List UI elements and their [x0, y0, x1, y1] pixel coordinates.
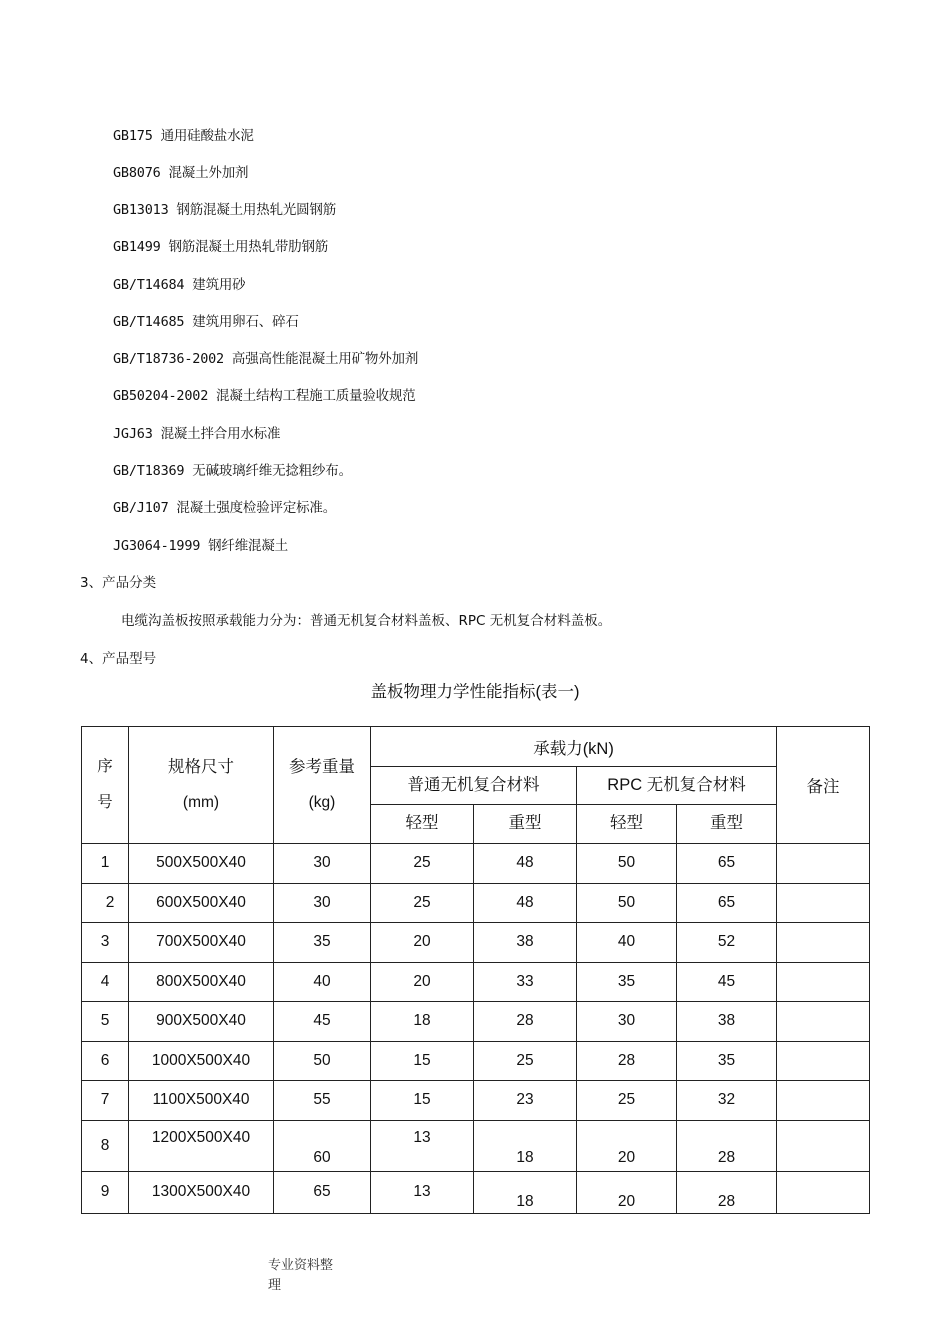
standard-item: GB50204-2002 混凝土结构工程施工质量验收规范	[113, 388, 416, 404]
cell-rpc-heavy: 38	[677, 1002, 777, 1042]
cell-index: 2	[82, 883, 129, 923]
cell-normal-heavy: 28	[474, 1002, 577, 1042]
cell-remark	[777, 1041, 870, 1081]
cell-normal-light: 13	[371, 1172, 474, 1214]
header-normal-light: 轻型	[371, 805, 474, 844]
table-row	[82, 844, 870, 884]
footer-note	[268, 1256, 333, 1296]
cell-rpc-heavy: 65	[677, 883, 777, 923]
footer-line1: 专业资料整	[268, 1258, 334, 1273]
cell-rpc-heavy: 28	[677, 1120, 777, 1172]
header-spec	[129, 727, 274, 844]
cell-weight: 55	[274, 1081, 371, 1121]
table-row	[82, 923, 870, 963]
cell-spec: 1000X500X40	[129, 1041, 274, 1081]
standard-item: GB175 通用硅酸盐水泥	[113, 128, 254, 144]
cell-remark	[777, 923, 870, 963]
header-weight	[274, 727, 371, 844]
table-row	[82, 1172, 870, 1214]
table-row	[82, 1041, 870, 1081]
table-row	[82, 962, 870, 1002]
standard-item: GB/T14684 建筑用砂	[113, 277, 246, 293]
header-rpc-material: RPC 无机复合材料	[577, 767, 777, 805]
cell-remark	[777, 883, 870, 923]
standard-item: JGJ63 混凝土拌合用水标准	[113, 426, 281, 442]
cell-rpc-light: 30	[577, 1002, 677, 1042]
header-normal-heavy: 重型	[474, 805, 577, 844]
cell-rpc-heavy: 28	[677, 1172, 777, 1214]
cell-remark	[777, 1081, 870, 1121]
cell-normal-light: 20	[371, 962, 474, 1002]
cell-index: 3	[82, 923, 129, 963]
section-3-text: 电缆沟盖板按照承载能力分为：普通无机复合材料盖板、RPC 无机复合材料盖板。	[121, 613, 612, 629]
cell-index: 4	[82, 962, 129, 1002]
cell-normal-heavy: 18	[474, 1120, 577, 1172]
cell-normal-light: 25	[371, 883, 474, 923]
cell-spec: 600X500X40	[129, 883, 274, 923]
table-row	[82, 1120, 870, 1172]
header-weight-line1: 参考重量	[289, 758, 355, 776]
cell-rpc-light: 35	[577, 962, 677, 1002]
cell-index: 8	[82, 1120, 129, 1172]
table-row	[82, 1081, 870, 1121]
standard-item: GB1499 钢筋混凝土用热轧带肋钢筋	[113, 239, 329, 255]
cell-weight: 50	[274, 1041, 371, 1081]
cell-rpc-heavy: 65	[677, 844, 777, 884]
cell-normal-heavy: 48	[474, 844, 577, 884]
cell-rpc-light: 28	[577, 1041, 677, 1081]
cell-spec: 1300X500X40	[129, 1172, 274, 1214]
header-spec-line1: 规格尺寸	[168, 758, 234, 776]
cell-spec: 1200X500X40	[129, 1120, 274, 1172]
cell-weight: 40	[274, 962, 371, 1002]
cell-rpc-heavy: 35	[677, 1041, 777, 1081]
cell-normal-heavy: 48	[474, 883, 577, 923]
standard-item: GB8076 混凝土外加剂	[113, 165, 249, 181]
cell-normal-heavy: 25	[474, 1041, 577, 1081]
header-capacity: 承载力(kN)	[371, 727, 777, 767]
section-4-title: 4、产品型号	[80, 651, 157, 667]
cell-rpc-light: 50	[577, 844, 677, 884]
cell-weight: 45	[274, 1002, 371, 1042]
standard-item: GB/T14685 建筑用卵石、碎石	[113, 314, 299, 330]
cell-normal-heavy: 33	[474, 962, 577, 1002]
cell-remark	[777, 1172, 870, 1214]
header-rpc-heavy: 重型	[677, 805, 777, 844]
cell-rpc-light: 25	[577, 1081, 677, 1121]
cell-remark	[777, 844, 870, 884]
cell-spec: 500X500X40	[129, 844, 274, 884]
cell-rpc-light: 40	[577, 923, 677, 963]
cell-spec: 700X500X40	[129, 923, 274, 963]
cell-normal-light: 20	[371, 923, 474, 963]
header-normal-material: 普通无机复合材料	[371, 767, 577, 805]
cell-rpc-light: 20	[577, 1172, 677, 1214]
cell-spec: 900X500X40	[129, 1002, 274, 1042]
cell-spec: 800X500X40	[129, 962, 274, 1002]
header-weight-line2: (kg)	[308, 794, 336, 811]
cell-weight: 30	[274, 883, 371, 923]
standard-item: JG3064-1999 钢纤维混凝土	[113, 538, 288, 554]
standard-item: GB/T18736-2002 高强高性能混凝土用矿物外加剂	[113, 351, 419, 367]
section-3-title: 3、产品分类	[80, 575, 157, 591]
cell-rpc-heavy: 32	[677, 1081, 777, 1121]
cell-index: 1	[82, 844, 129, 884]
cell-remark	[777, 1002, 870, 1042]
header-rpc-light: 轻型	[577, 805, 677, 844]
cell-index: 7	[82, 1081, 129, 1121]
header-index-line2: 号	[97, 794, 113, 811]
cell-normal-heavy: 38	[474, 923, 577, 963]
header-index	[82, 727, 129, 844]
cell-rpc-heavy: 45	[677, 962, 777, 1002]
cell-normal-heavy: 18	[474, 1172, 577, 1214]
header-remark: 备注	[777, 727, 870, 844]
cell-index: 6	[82, 1041, 129, 1081]
table-row	[82, 883, 870, 923]
cell-normal-heavy: 23	[474, 1081, 577, 1121]
cell-normal-light: 15	[371, 1041, 474, 1081]
standard-item: GB/T18369 无碱玻璃纤维无捻粗纱布。	[113, 463, 352, 479]
cell-weight: 30	[274, 844, 371, 884]
header-spec-line2: (mm)	[182, 794, 220, 811]
cell-rpc-light: 20	[577, 1120, 677, 1172]
performance-table	[81, 726, 870, 1214]
table-caption: 盖板物理力学性能指标(表一)	[370, 683, 580, 701]
cell-normal-light: 13	[371, 1120, 474, 1172]
cell-weight: 65	[274, 1172, 371, 1214]
cell-weight: 35	[274, 923, 371, 963]
cell-index: 9	[82, 1172, 129, 1214]
cell-remark	[777, 1120, 870, 1172]
cell-spec: 1100X500X40	[129, 1081, 274, 1121]
cell-index: 5	[82, 1002, 129, 1042]
standard-item: GB13013 钢筋混凝土用热轧光圆钢筋	[113, 202, 337, 218]
cell-remark	[777, 962, 870, 1002]
cell-weight: 60	[274, 1120, 371, 1172]
cell-normal-light: 25	[371, 844, 474, 884]
header-index-line1: 序	[97, 758, 113, 775]
footer-line2: 理	[268, 1278, 282, 1293]
cell-rpc-light: 50	[577, 883, 677, 923]
cell-normal-light: 18	[371, 1002, 474, 1042]
cell-normal-light: 15	[371, 1081, 474, 1121]
table-row	[82, 1002, 870, 1042]
standard-item: GB/J107 混凝土强度检验评定标准。	[113, 500, 337, 516]
cell-rpc-heavy: 52	[677, 923, 777, 963]
